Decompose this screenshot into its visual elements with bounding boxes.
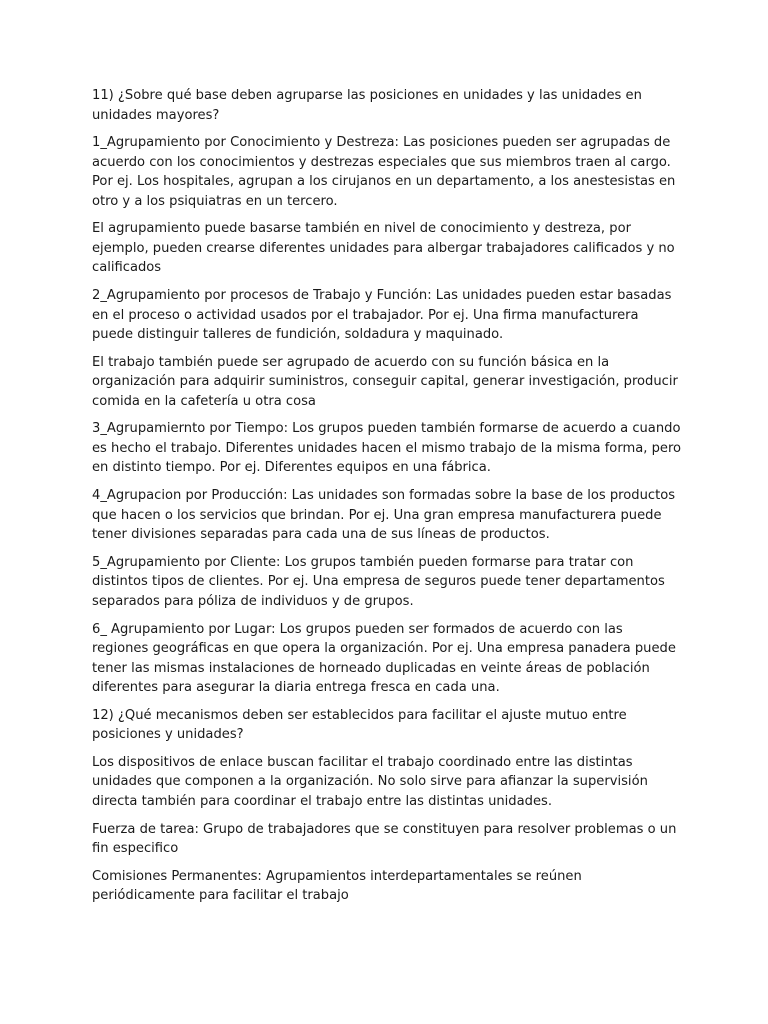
paragraph-grouping-time: 3_Agrupamiernto por Tiempo: Los grupos pueden también formarse de acuerdo a cuando es hecho el trabajo. Diferentes unidades hacen el mismo trabajo de la misma forma, pero en distinto tiempo. Por ej. Diferentes equipos en una fábrica. [92,421,682,476]
question-11: 11) ¿Sobre qué base deben agruparse las posiciones en unidades y las unidades en unidades mayores? [92,88,642,123]
paragraph-grouping-place: 6_ Agrupamiento por Lugar: Los grupos pueden ser formados de acuerdo con las regiones geográficas en que opera la organización. Por ej. Una empresa panadera puede tener las mismas instalaciones de horneado duplicadas en veinte áreas de población diferentes para asegurar la diaria entrega fresca en cada una. [92,621,676,695]
paragraph-grouping-knowledge-level: El agrupamiento puede basarse también en nivel de conocimiento y destreza, por ejemplo, pueden crearse diferentes unidades para albergar trabajadores calificados y no calificados [92,221,675,276]
paragraph-grouping-process: 2_Agrupamiento por procesos de Trabajo y Función: Las unidades pueden estar basadas en el proceso o actividad usados por el trabajador. Por ej. Una firma manufacturera puede distinguir talleres de fundición, soldadura y maquinado. [92,288,672,343]
paragraph-grouping-client: 5_Agrupamiento por Cliente: Los grupos también pueden formarse para tratar con distintos tipos de clientes. Por ej. Una empresa de seguros puede tener departamentos separados para póliza de individuos y de grupos. [92,554,665,609]
paragraph-task-force: Fuerza de tarea: Grupo de trabajadores que se constituyen para resolver problemas o un fin especifico [92,821,677,857]
paragraph-grouping-function: El trabajo también puede ser agrupado de acuerdo con su función básica en la organización para adquirir suministros, conseguir capital, generar investigación, producir comida en la cafetería u otra cosa [92,354,678,409]
document-body [92,86,682,914]
question-12: 12) ¿Qué mecanismos deben ser establecidos para facilitar el ajuste mutuo entre posiciones y unidades? [92,707,627,743]
paragraph-grouping-product: 4_Agrupacion por Producción: Las unidades son formadas sobre la base de los productos que hacen o los servicios que brindan. Por ej. Una gran empresa manufacturera puede tener divisiones separadas para cada una de sus líneas de productos. [92,488,676,543]
paragraph-liaison-devices: Los dispositivos de enlace buscan facilitar el trabajo coordinado entre las distintas unidades que componen a la organización. No solo sirve para afianzar la supervisión directa también para coordinar el trabajo entre las distintas unidades. [92,754,648,809]
paragraph-standing-committees: Comisiones Permanentes: Agrupamientos interdepartamentales se reúnen periódicamente para facilitar el trabajo [92,868,582,904]
paragraph-grouping-knowledge: 1_Agrupamiento por Conocimiento y Destreza: Las posiciones pueden ser agrupadas de acuerdo con los conocimientos y destrezas especiales que sus miembros traen al cargo. Por ej. Los hospitales, agrupan a los cirujanos en un departamento, a los anestesistas en otro y a los psiquiatras en un tercero. [92,135,676,209]
